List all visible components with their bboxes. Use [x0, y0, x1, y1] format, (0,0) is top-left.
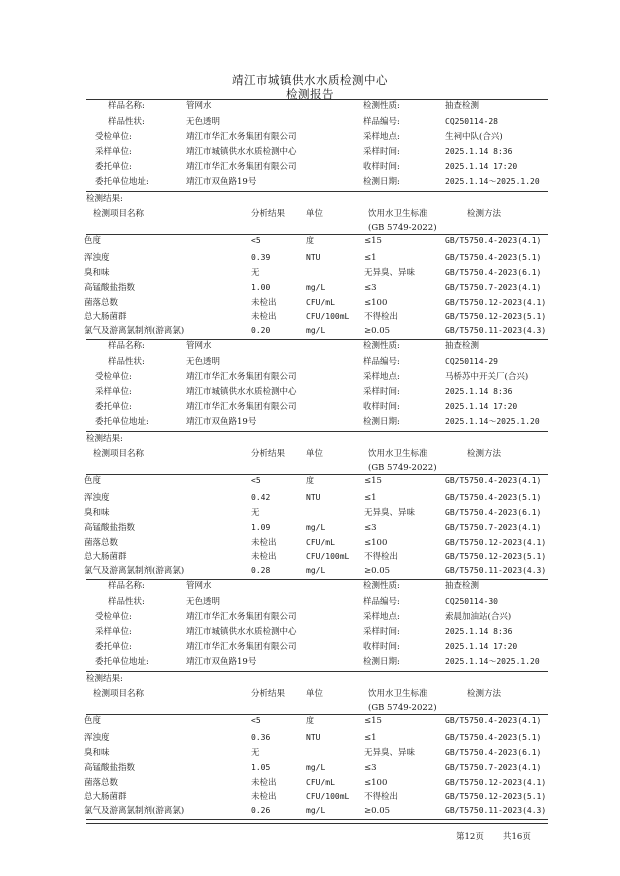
report-subtitle: 检测报告 [286, 87, 334, 101]
info-label: 委托单位: [95, 162, 132, 172]
info-label: 委托单位: [95, 642, 132, 652]
table-row-unit: NTU [306, 733, 321, 742]
table-row-result: 0.36 [251, 733, 271, 742]
info-label: 样品性状: [108, 117, 145, 127]
info-label: 检测性质: [363, 341, 400, 351]
info-value: 索晨加油站(合兴) [445, 612, 512, 622]
info-value: 管网水 [186, 341, 212, 351]
table-row-standard: 无异臭、异味 [364, 268, 416, 278]
table-row-unit: CFU/100mL [306, 312, 350, 321]
info-value: 2025.1.14～2025.1.20 [445, 657, 540, 666]
table-row-item: 浑浊度 [84, 253, 110, 263]
info-label: 样品编号: [363, 597, 400, 607]
table-row-item: 氯气及游离氯制剂(游离氯) [84, 806, 185, 816]
table-row-method: GB/T5750.12-2023(4.1) [445, 298, 547, 307]
info-label: 采样时间: [363, 627, 400, 637]
info-label: 检测日期: [363, 417, 400, 427]
info-value: 无色透明 [186, 597, 221, 607]
results-label: 检测结果: [86, 434, 123, 444]
table-row-method: GB/T5750.4-2023(6.1) [445, 508, 542, 517]
col-header-item: 检测项目名称 [93, 689, 145, 699]
table-row-standard: ≥0.05 [364, 566, 391, 576]
info-label: 受检单位: [95, 372, 132, 382]
table-row-method: GB/T5750.4-2023(4.1) [445, 476, 542, 485]
table-row-standard: ≤3 [364, 283, 377, 293]
info-value: 靖江市华汇水务集团有限公司 [186, 402, 297, 412]
table-row-result: 1.05 [251, 763, 271, 772]
table-row-standard: ≤15 [364, 476, 382, 486]
report-title: 靖江市城镇供水水质检测中心 [232, 73, 388, 87]
table-row-standard: 无异臭、异味 [364, 508, 416, 518]
table-row-unit: mg/L [306, 283, 326, 292]
table-row-method: GB/T5750.11-2023(4.3) [445, 326, 547, 335]
table-row-method: GB/T5750.11-2023(4.3) [445, 566, 547, 575]
table-row-item: 臭和味 [84, 268, 110, 278]
info-value: 靖江市华汇水务集团有限公司 [186, 372, 297, 382]
rule-line [86, 191, 548, 192]
info-label: 委托单位地址: [95, 177, 149, 187]
table-row-result: 1.00 [251, 283, 271, 292]
info-value: 管网水 [186, 101, 212, 111]
table-row-result: 无 [251, 508, 260, 518]
info-label: 样品编号: [363, 357, 400, 367]
table-row-method: GB/T5750.4-2023(4.1) [445, 716, 542, 725]
info-value: 2025.1.14～2025.1.20 [445, 417, 540, 426]
info-value: 靖江市城镇供水水质检测中心 [186, 387, 297, 397]
table-row-item: 高锰酸盐指数 [84, 523, 136, 533]
table-row-result: 0.42 [251, 493, 271, 502]
table-row-result: <5 [251, 716, 261, 725]
info-value: 抽查检测 [445, 341, 480, 351]
col-header-item: 检测项目名称 [93, 209, 145, 219]
rule-line [86, 823, 548, 824]
table-row-method: GB/T5750.7-2023(4.1) [445, 763, 542, 772]
info-label: 受检单位: [95, 132, 132, 142]
info-label: 采样地点: [363, 612, 400, 622]
rule-line [86, 339, 548, 340]
col-header-unit: 单位 [306, 209, 324, 219]
info-label: 样品名称: [108, 341, 145, 351]
table-row-standard: ≤1 [364, 493, 377, 503]
table-row-result: 无 [251, 268, 260, 278]
rule-line [86, 234, 548, 235]
table-row-result: 0.39 [251, 253, 271, 262]
table-row-method: GB/T5750.4-2023(5.1) [445, 493, 542, 502]
col-header-standard: 饮用水卫生标准 [368, 209, 428, 219]
info-value: 2025.1.14 17:20 [445, 642, 518, 651]
rule-line [86, 99, 548, 100]
info-label: 检测性质: [363, 581, 400, 591]
info-label: 样品性状: [108, 357, 145, 367]
table-row-standard: 不得检出 [364, 312, 399, 322]
table-row-unit: CFU/mL [306, 538, 335, 547]
table-row-result: 未检出 [251, 538, 277, 548]
table-row-result: 0.26 [251, 806, 271, 815]
table-row-result: <5 [251, 236, 261, 245]
info-value: 抽查检测 [445, 581, 480, 591]
table-row-standard: 不得检出 [364, 552, 399, 562]
info-label: 委托单位: [95, 402, 132, 412]
table-row-item: 色度 [84, 476, 102, 486]
info-label: 收样时间: [363, 642, 400, 652]
table-row-item: 总大肠菌群 [84, 312, 127, 322]
table-row-unit: CFU/100mL [306, 552, 350, 561]
info-label: 采样时间: [363, 387, 400, 397]
table-row-item: 总大肠菌群 [84, 552, 127, 562]
table-row-standard: ≤100 [364, 778, 388, 788]
table-row-method: GB/T5750.7-2023(4.1) [445, 523, 542, 532]
info-value: 靖江市华汇水务集团有限公司 [186, 612, 297, 622]
table-row-item: 浑浊度 [84, 733, 110, 743]
info-value: 无色透明 [186, 117, 221, 127]
table-row-result: <5 [251, 476, 261, 485]
table-row-item: 臭和味 [84, 748, 110, 758]
page-total: 共16页 [503, 832, 531, 842]
table-row-standard: ≤3 [364, 763, 377, 773]
info-label: 收样时间: [363, 162, 400, 172]
info-label: 采样单位: [95, 147, 132, 157]
table-row-unit: CFU/100mL [306, 792, 350, 801]
table-row-result: 未检出 [251, 298, 277, 308]
info-value: CQ250114-29 [445, 357, 498, 366]
info-label: 检测日期: [363, 177, 400, 187]
col-header-standard-code: (GB 5749-2022) [368, 463, 437, 473]
info-label: 委托单位地址: [95, 657, 149, 667]
table-row-unit: CFU/mL [306, 298, 335, 307]
col-header-result: 分析结果 [251, 449, 286, 459]
table-row-result: 未检出 [251, 792, 277, 802]
info-value: 无色透明 [186, 357, 221, 367]
col-header-method: 检测方法 [467, 689, 502, 699]
results-label: 检测结果: [86, 674, 123, 684]
info-value: 2025.1.14 8:36 [445, 387, 513, 396]
table-row-result: 0.28 [251, 566, 271, 575]
info-value: 靖江市双鱼路19号 [186, 177, 257, 187]
table-row-method: GB/T5750.11-2023(4.3) [445, 806, 547, 815]
col-header-unit: 单位 [306, 689, 324, 699]
table-row-result: 未检出 [251, 778, 277, 788]
rule-line [86, 431, 548, 432]
table-row-unit: 度 [306, 476, 314, 485]
info-label: 采样单位: [95, 387, 132, 397]
info-label: 受检单位: [95, 612, 132, 622]
table-row-item: 臭和味 [84, 508, 110, 518]
table-row-item: 色度 [84, 716, 102, 726]
table-row-result: 未检出 [251, 312, 277, 322]
table-row-standard: ≤100 [364, 538, 388, 548]
table-row-standard: ≥0.05 [364, 806, 391, 816]
col-header-standard: 饮用水卫生标准 [368, 689, 428, 699]
info-value: 靖江市城镇供水水质检测中心 [186, 147, 297, 157]
info-value: 生祠中队(合兴) [445, 132, 503, 142]
table-row-result: 无 [251, 748, 260, 758]
info-value: 靖江市双鱼路19号 [186, 657, 257, 667]
col-header-method: 检测方法 [467, 449, 502, 459]
table-row-standard: 不得检出 [364, 792, 399, 802]
table-row-unit: NTU [306, 253, 321, 262]
table-row-unit: mg/L [306, 523, 326, 532]
info-value: 靖江市双鱼路19号 [186, 417, 257, 427]
col-header-method: 检测方法 [467, 209, 502, 219]
table-row-method: GB/T5750.4-2023(6.1) [445, 748, 542, 757]
info-label: 采样地点: [363, 132, 400, 142]
info-label: 样品名称: [108, 101, 145, 111]
table-row-standard: ≤15 [364, 716, 382, 726]
table-row-unit: mg/L [306, 806, 326, 815]
table-row-standard: ≤1 [364, 733, 377, 743]
info-value: 2025.1.14 17:20 [445, 402, 518, 411]
table-row-unit: CFU/mL [306, 778, 335, 787]
col-header-standard: 饮用水卫生标准 [368, 449, 428, 459]
table-row-method: GB/T5750.12-2023(5.1) [445, 312, 547, 321]
info-value: 马桥苏中开关厂(合兴) [445, 372, 529, 382]
col-header-result: 分析结果 [251, 689, 286, 699]
table-row-method: GB/T5750.12-2023(5.1) [445, 792, 547, 801]
info-label: 收样时间: [363, 402, 400, 412]
info-value: 2025.1.14～2025.1.20 [445, 177, 540, 186]
info-value: CQ250114-30 [445, 597, 498, 606]
table-row-standard: ≤100 [364, 298, 388, 308]
table-row-method: GB/T5750.4-2023(5.1) [445, 253, 542, 262]
info-value: 2025.1.14 17:20 [445, 162, 518, 171]
table-row-unit: 度 [306, 716, 314, 725]
table-row-item: 浑浊度 [84, 493, 110, 503]
table-row-result: 未检出 [251, 552, 277, 562]
info-value: CQ250114-28 [445, 117, 498, 126]
table-row-unit: mg/L [306, 763, 326, 772]
table-row-standard: ≤1 [364, 253, 377, 263]
col-header-standard-code: (GB 5749-2022) [368, 703, 437, 713]
col-header-item: 检测项目名称 [93, 449, 145, 459]
rule-line [86, 714, 548, 715]
table-row-item: 高锰酸盐指数 [84, 283, 136, 293]
rule-line [86, 474, 548, 475]
table-row-item: 氯气及游离氯制剂(游离氯) [84, 566, 185, 576]
table-row-unit: 度 [306, 236, 314, 245]
table-row-item: 色度 [84, 236, 102, 246]
table-row-method: GB/T5750.4-2023(5.1) [445, 733, 542, 742]
info-value: 靖江市华汇水务集团有限公司 [186, 132, 297, 142]
col-header-unit: 单位 [306, 449, 324, 459]
col-header-result: 分析结果 [251, 209, 286, 219]
info-label: 采样地点: [363, 372, 400, 382]
table-row-item: 氯气及游离氯制剂(游离氯) [84, 326, 185, 336]
table-row-result: 0.20 [251, 326, 271, 335]
table-row-unit: mg/L [306, 566, 326, 575]
info-value: 抽查检测 [445, 101, 480, 111]
table-row-standard: 无异臭、异味 [364, 748, 416, 758]
table-row-standard: ≤15 [364, 236, 382, 246]
info-value: 靖江市城镇供水水质检测中心 [186, 627, 297, 637]
rule-line [86, 579, 548, 580]
info-value: 管网水 [186, 581, 212, 591]
info-label: 样品名称: [108, 581, 145, 591]
info-value: 2025.1.14 8:36 [445, 147, 513, 156]
info-label: 样品编号: [363, 117, 400, 127]
info-value: 2025.1.14 8:36 [445, 627, 513, 636]
info-label: 采样单位: [95, 627, 132, 637]
table-row-item: 菌落总数 [84, 778, 119, 788]
table-row-item: 菌落总数 [84, 298, 119, 308]
rule-line [86, 819, 548, 820]
table-row-item: 高锰酸盐指数 [84, 763, 136, 773]
table-row-item: 总大肠菌群 [84, 792, 127, 802]
info-label: 样品性状: [108, 597, 145, 607]
page-number: 第12页 [456, 832, 484, 842]
info-value: 靖江市华汇水务集团有限公司 [186, 642, 297, 652]
table-row-method: GB/T5750.12-2023(4.1) [445, 778, 547, 787]
rule-line [86, 671, 548, 672]
table-row-unit: NTU [306, 493, 321, 502]
table-row-method: GB/T5750.12-2023(4.1) [445, 538, 547, 547]
info-label: 检测日期: [363, 657, 400, 667]
table-row-item: 菌落总数 [84, 538, 119, 548]
table-row-standard: ≥0.05 [364, 326, 391, 336]
table-row-standard: ≤3 [364, 523, 377, 533]
col-header-standard-code: (GB 5749-2022) [368, 223, 437, 233]
info-label: 检测性质: [363, 101, 400, 111]
results-label: 检测结果: [86, 194, 123, 204]
table-row-method: GB/T5750.4-2023(4.1) [445, 236, 542, 245]
info-label: 采样时间: [363, 147, 400, 157]
table-row-method: GB/T5750.12-2023(5.1) [445, 552, 547, 561]
info-label: 委托单位地址: [95, 417, 149, 427]
table-row-method: GB/T5750.7-2023(4.1) [445, 283, 542, 292]
table-row-method: GB/T5750.4-2023(6.1) [445, 268, 542, 277]
table-row-unit: mg/L [306, 326, 326, 335]
info-value: 靖江市华汇水务集团有限公司 [186, 162, 297, 172]
table-row-result: 1.09 [251, 523, 271, 532]
